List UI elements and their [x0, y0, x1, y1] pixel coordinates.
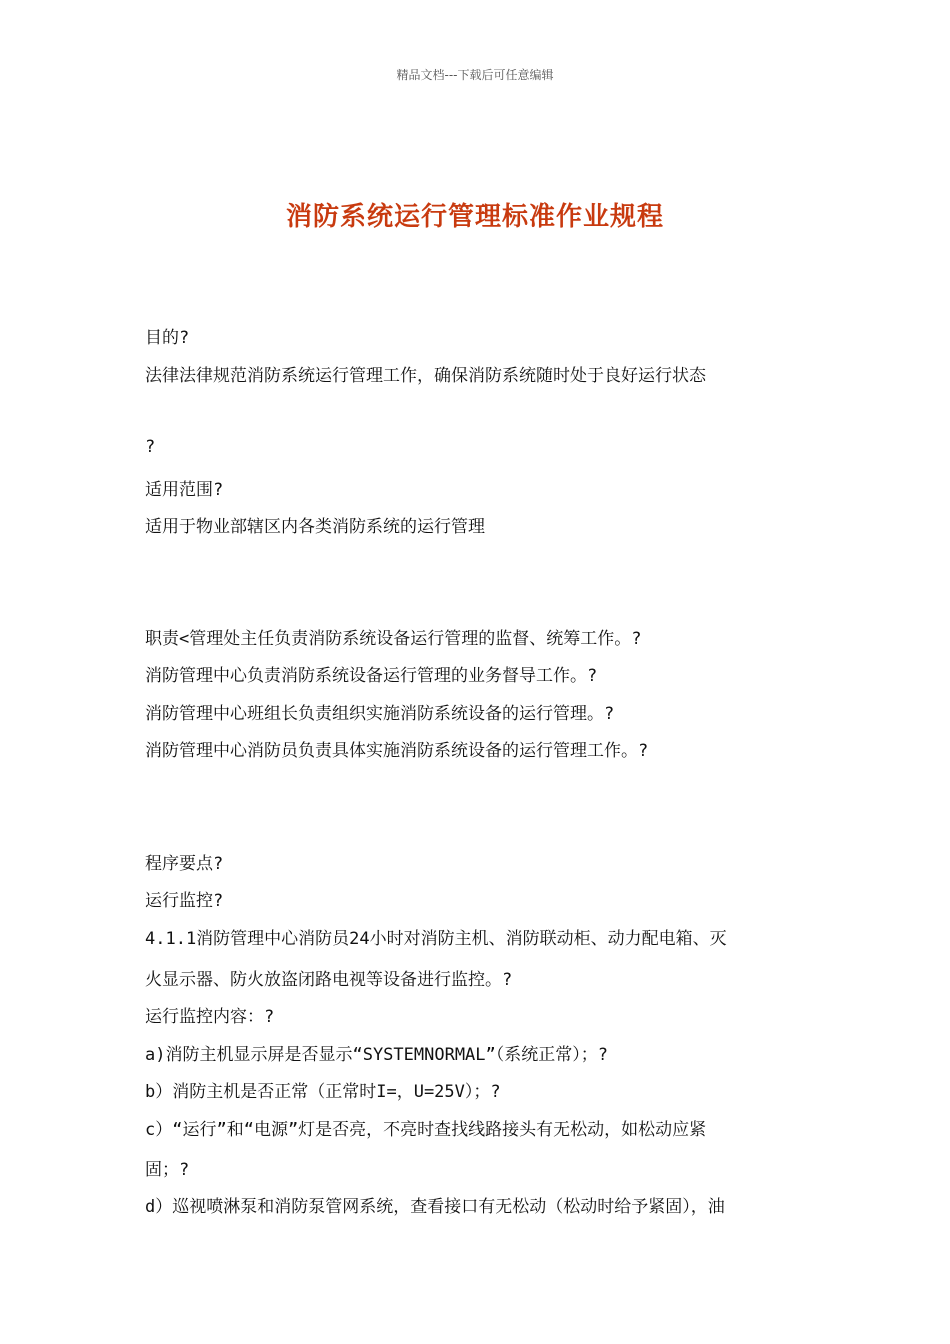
page-header: 精品文档---下载后可任意编辑 [396, 68, 554, 82]
paragraph-line: 4.1.1消防管理中心消防员24小时对消防主机、消防联动柜、动力配电箱、灭 [145, 929, 727, 949]
subsection-heading-monitoring: 运行监控? [145, 891, 224, 911]
section-heading-duties: 职责<管理处主任负责消防系统设备运行管理的监督、统筹工作。? [145, 629, 642, 649]
paragraph-line: 运行监控内容：? [145, 1007, 275, 1027]
section-heading-scope: 适用范围? [145, 480, 224, 500]
document-title: 消防系统运行管理标准作业规程 [285, 202, 664, 232]
paragraph-line: 消防管理中心负责消防系统设备运行管理的业务督导工作。? [145, 666, 598, 686]
list-item: c）“运行”和“电源”灯是否亮，不亮时查找线路接头有无松动，如松动应紧 [145, 1120, 707, 1140]
paragraph-line: 法律法律规范消防系统运行管理工作，确保消防系统随时处于良好运行状态 [145, 366, 706, 386]
paragraph-line: ? [145, 437, 156, 457]
list-item: a)消防主机显示屏是否显示“SYSTEMNORMAL”（系统正常）；? [145, 1045, 608, 1065]
paragraph-line: 消防管理中心班组长负责组织实施消防系统设备的运行管理。? [145, 704, 615, 724]
section-heading-procedure: 程序要点? [145, 854, 224, 874]
list-item: d）巡视喷淋泵和消防泵管网系统，查看接口有无松动（松动时给予紧固），油 [145, 1197, 725, 1217]
paragraph-line: 适用于物业部辖区内各类消防系统的运行管理 [145, 517, 485, 537]
list-item: b）消防主机是否正常（正常时I=，U=25V）；? [145, 1082, 501, 1102]
paragraph-line: 消防管理中心消防员负责具体实施消防系统设备的运行管理工作。? [145, 741, 649, 761]
section-heading-purpose: 目的? [145, 328, 190, 348]
paragraph-line: 火显示器、防火放盗闭路电视等设备进行监控。? [145, 970, 513, 990]
list-item-continuation: 固；? [145, 1160, 190, 1180]
